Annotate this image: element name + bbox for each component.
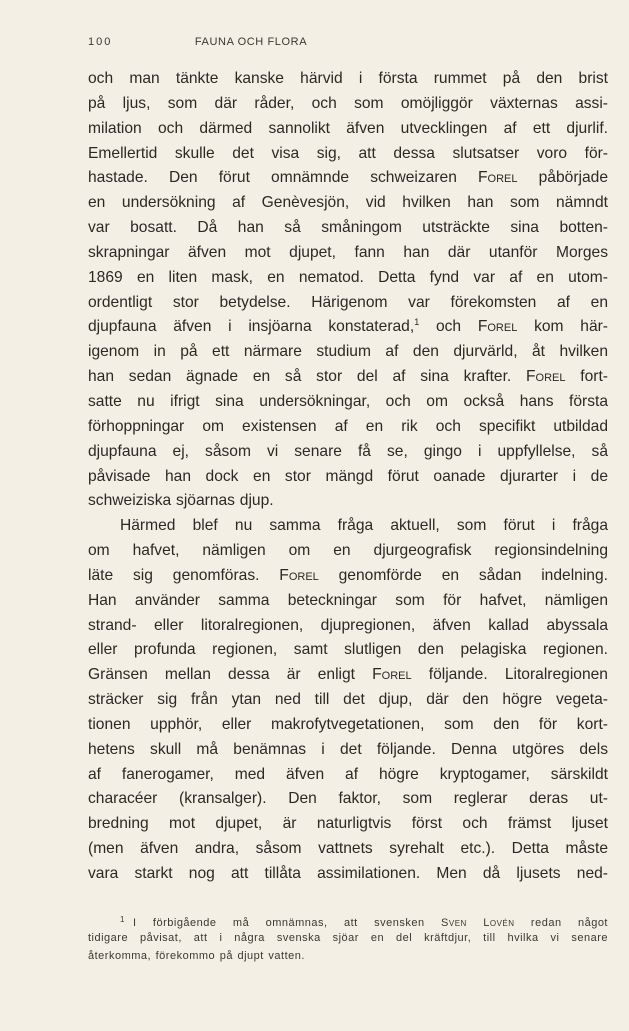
footnote-mark: 1 [120,915,125,924]
text-line: (men äfven andra, såsom vattnets syrehalt etc.). Detta måste [88,840,608,858]
text-line: läte sig genomföras. Forel genomförde en sådan indelning. [88,566,608,584]
text-line: 1869 en liten mask, en nematod. Detta fynd var af en utom- [88,268,608,286]
text-line: om hafvet, nämligen om en djurgeografisk regionsindelning [88,542,608,560]
text-line: förhoppningar om existensen af en rik och specifikt utbildad [88,417,608,435]
author-name: Forel [477,318,518,336]
author-name: Forel [372,666,412,684]
author-name: Sven Lovén [441,917,515,929]
text-line: hastade. Den förut omnämnde schweizaren Forel påbörjade [88,169,609,187]
text-line: hetens skull må benämnas i det följande. Denna utgöres dels [88,740,608,758]
page-number: 100 [88,36,113,48]
text-line: igenom in på ett närmare studium af den djurvärld, åt hvilken [88,343,608,361]
text-line: djupfauna ej, såsom vi senare få se, gingo i uppfyllelse, så [88,442,608,460]
text-line: på ljus, som där råder, och som omöjliggör växternas assi- [88,94,608,112]
author-name: Forel [478,169,518,187]
text-line: han sedan ägnade en så stor del af sina krafter. Forel fort- [88,368,608,386]
author-name: Forel [526,368,566,386]
text-line: och man tänkte kanske härvid i första rummet på den brist [88,70,608,87]
text-line: var bosatt. Då han så småningom utsträckte sina botten- [88,219,608,237]
running-title: FAUNA OCH FLORA [194,36,308,48]
paragraph-end-line: schweiziska sjöarnas djup. [88,492,274,510]
text-line: strand- eller litoralregionen, djupregionen, äfven kallad abyssala [88,616,608,634]
text-line: Han använder samma beteckningar som för hafvet, nämligen [88,591,608,609]
text-line: vara starkt nog att tillåta assimilationen. Men då ljusets ned- [88,865,608,882]
footnote-ref: 1 [414,317,420,328]
body-text [88,67,608,887]
text-line: af fanerogamer, med äfven af högre kryptogamer, särskildt [88,765,608,783]
text-line: en undersökning af Genèvesjön, vid hvilken han som nämndt [88,194,608,212]
text-line: eller profunda regionen, samt slutligen den pelagiska regionen. [88,641,608,659]
paragraph-start-line: Härmed blef nu samma fråga aktuell, som förut i fråga [120,517,608,535]
text-line: milation och därmed sannolikt äfven utvecklingen af ett djurlif. [88,119,608,137]
footnote [88,911,608,965]
text-line: characéer (kransalger). Den faktor, som reglerar deras ut- [88,790,608,808]
text-line: Emellertid skulle det visa sig, att dessa slutsatser voro för- [88,144,608,162]
text-line: satte nu ifrigt sina undersökningar, och om också hans första [88,392,608,410]
footnote-line: tidigare påvisat, att i några svenska sjöar en del kräftdjur, till hvilka vi senare [88,932,608,944]
author-name: Forel [279,566,319,584]
page-header [88,34,414,54]
text-line: bredning mot djupet, är naturligtvis först och främst ljuset [88,815,608,833]
text-line: Gränsen mellan dessa är enligt Forel följande. Litoralregionen [88,666,608,684]
text-line: tionen upphör, eller makrofytvegetationen, som den för kort- [88,715,608,733]
text-line: ordentligt stor betydelse. Härigenom var förekomsten af en [88,293,608,311]
footnote-line: $^1$ I förbigående må omnämnas, att svensken Sven Lovén redan något [120,915,608,929]
footnote-line: återkomma, förekommo på djupt vatten. [88,950,305,962]
text-line: sträcker sig från ytan ned till det djup, där den högre vegeta- [88,691,608,709]
text-line: påvisade han dock en stor mängd förut oanade djurarter i de [88,467,608,485]
text-line: djupfauna äfven i insjöarna konstaterad,$^1$ och Forel kom här- [88,317,609,336]
text-line: skrapningar äfven mot djupet, fann han där utanför Morges [88,243,608,261]
